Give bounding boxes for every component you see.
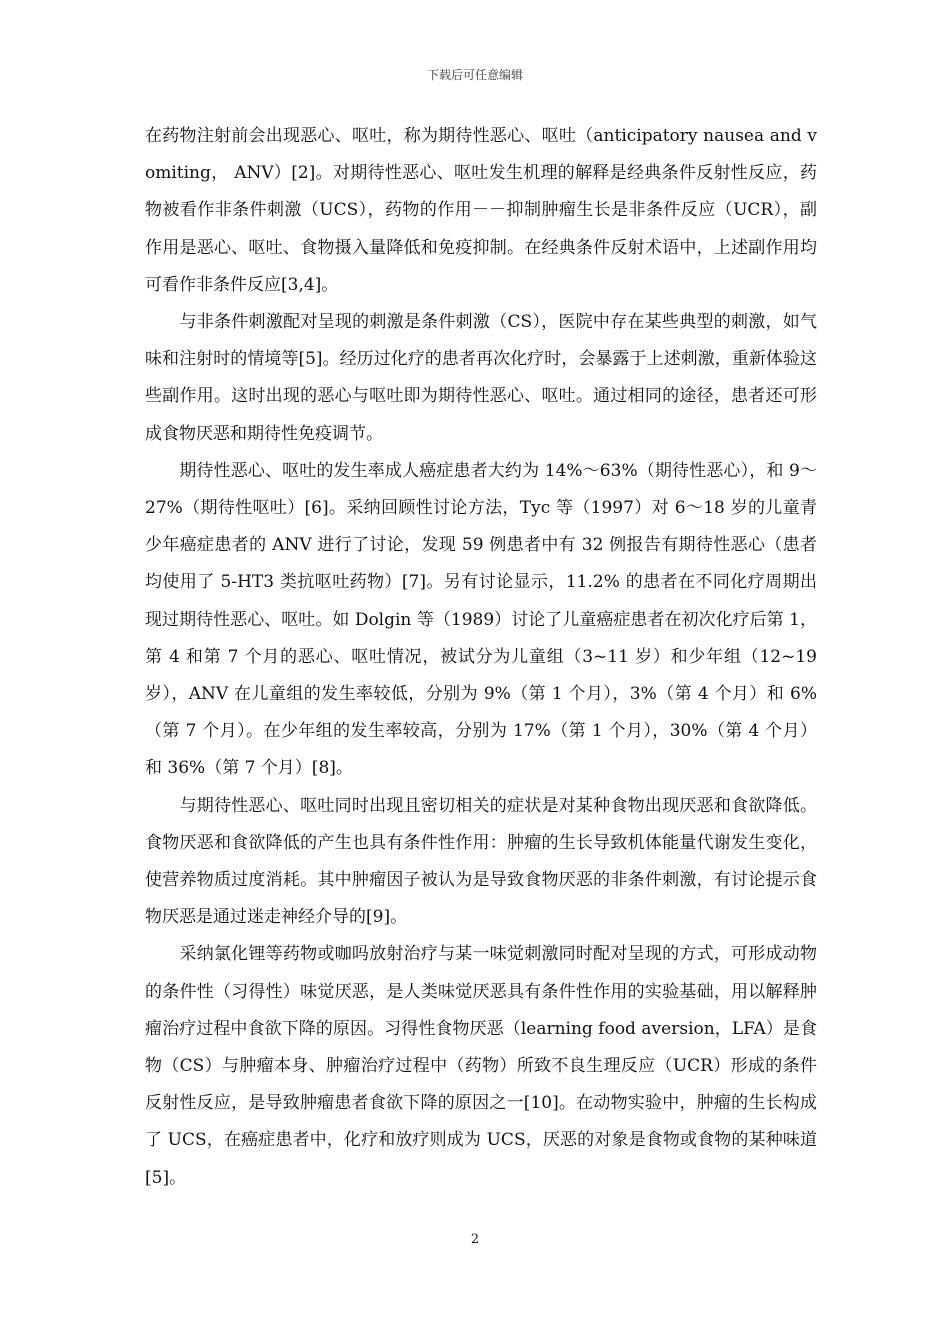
paragraph-2: 与非条件刺激配对呈现的刺激是条件刺激（CS），医院中存在某些典型的刺激，如气味和注射时的情境等[5]。经历过化疗的患者再次化疗时，会暴露于上述刺激，重新体验这些副作用。这时出现的恶心与呕吐即为期待性恶心、呕吐。通过相同的途径，患者还可形成食物厌恶和期待性免疫调节。	[145, 312, 817, 444]
page-number: 2	[470, 1232, 480, 1247]
paragraph-1: 在药物注射前会出现恶心、呕吐，称为期待性恶心、呕吐（anticipatory nausea and vomiting， ANV）[2]。对期待性恶心、呕吐发生机理的解释是经典条件反射性反应，药物被看作非条件刺激（UCS），药物的作用－－抑制肿瘤生长是非条件反应（UCR），副作用是恶心、呕吐、食物摄入量降低和免疫抑制。在经典条件反射术语中，上述副作用均可看作非条件反应[3,4]。	[145, 126, 817, 295]
document-body	[145, 118, 823, 1197]
paragraph-3: 期待性恶心、呕吐的发生率成人癌症患者大约为 14%～63%（期待性恶心），和 9～27%（期待性呕吐）[6]。采纳回顾性讨论方法，Tyc 等（1997）对 6～18 岁的儿童青少年癌症患者的 ANV 进行了讨论，发现 59 例患者中有 32 例报告有期待性恶心（患者均使用了 5-HT3 类抗呕吐药物）[7]。另有讨论显示，11.2% 的患者在不同化疗周期出现过期待性恶心、呕吐。如 Dolgin 等（1989）讨论了儿童癌症患者在初次化疗后第 1，第 4 和第 7 个月的恶心、呕吐情况，被试分为儿童组（3~11 岁）和少年组（12~19 岁），ANV 在儿童组的发生率较低，分别为 9%（第 1 个月），3%（第 4 个月）和 6%（第 7 个月）。在少年组的发生率较高，分别为 17%（第 1 个月），30%（第 4 个月）和 36%（第 7 个月）[8]。	[145, 460, 823, 779]
paragraph-4: 与期待性恶心、呕吐同时出现且密切相关的症状是对某种食物出现厌恶和食欲降低。食物厌恶和食欲降低的产生也具有条件性作用：肿瘤的生长导致机体能量代谢发生变化，使营养物质过度消耗。其中肿瘤因子被认为是导致食物厌恶的非条件刺激，有讨论提示食物厌恶是通过迷走神经介导的[9]。	[145, 795, 817, 928]
page-header: 下载后可任意编辑	[426, 68, 523, 82]
paragraph-5: 采纳氯化锂等药物或咖吗放射治疗与某一味觉刺激同时配对呈现的方式，可形成动物的条件性（习得性）味觉厌恶，是人类味觉厌恶具有条件性作用的实验基础，用以解释肿瘤治疗过程中食欲下降的原因。习得性食物厌恶（learning food aversion，LFA）是食物（CS）与肿瘤本身、肿瘤治疗过程中（药物）所致不良生理反应（UCR）形成的条件反射性反应，是导致肿瘤患者食欲下降的原因之一[10]。在动物实验中，肿瘤的生长构成了 UCS，在癌症患者中，化疗和放疗则成为 UCS，厌恶的对象是食物或食物的某种味道[5]。	[145, 944, 817, 1188]
